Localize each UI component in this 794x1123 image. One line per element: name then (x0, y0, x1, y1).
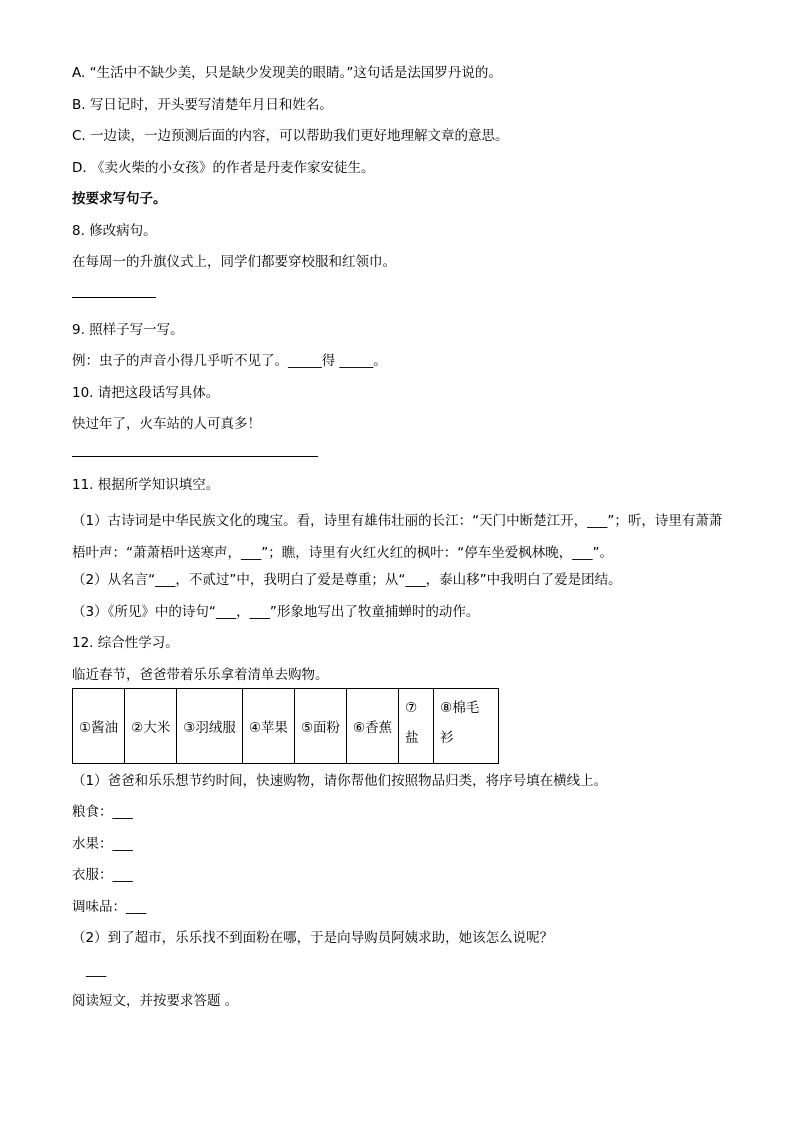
q11-part3: （3）《所见》中的诗句“___，___”形象地写出了牧童捕蝉时的动作。 (72, 603, 480, 620)
q8-label: 8. 修改病句。 (72, 222, 157, 239)
category-seasoning: 调味品：___ (72, 898, 147, 915)
q11-part2: （2）从名言“___，不贰过”中，我明白了爱是尊重；从“___，泰山移”中我明白了爱是团结。 (72, 572, 622, 588)
q10-label: 10. 请把这段话写具体。 (72, 384, 220, 401)
category-grain: 粮食：___ (72, 804, 133, 820)
shopping-item: ②大米 (125, 688, 177, 763)
q12-part2: （2）到了超市，乐乐找不到面粉在哪，于是向导购员阿姨求助，她该怎么说呢？ (72, 930, 554, 946)
shopping-item: ⑥香蕉 (347, 688, 399, 763)
exam-page (72, 62, 724, 1022)
q12-label: 12. 综合性学习。 (72, 635, 179, 651)
q9-label: 9. 照样子写一写。 (72, 321, 184, 338)
q8-answer-line[interactable] (72, 297, 156, 298)
shopping-item: ⑦盐 (399, 688, 434, 763)
shopping-item: ⑧棉毛衫 (434, 688, 499, 763)
shopping-item: ③羽绒服 (177, 688, 243, 763)
q8-sentence: 在每周一的升旗仪式上，同学们都要穿校服和红领巾。 (72, 254, 396, 270)
section-title: 按要求写句子。 (72, 191, 167, 207)
q10-sentence: 快过年了，火车站的人可真多！ (72, 416, 261, 432)
shopping-item: ⑤面粉 (294, 688, 346, 763)
category-clothing: 衣服：___ (72, 867, 133, 883)
q12-intro: 临近春节，爸爸带着乐乐拿着清单去购物。 (72, 666, 329, 683)
category-fruit: 水果：___ (72, 835, 133, 852)
shopping-list-row (73, 688, 499, 763)
option-d: D. 《卖火柴的小女孩》的作者是丹麦作家安徒生。 (72, 159, 375, 176)
q10-answer-line[interactable] (72, 456, 318, 457)
reading-instruction: 阅读短文，并按要求答题 。 (72, 993, 239, 1009)
option-c: C. 一边读，一边预测后面的内容，可以帮助我们更好地理解文章的意思。 (72, 128, 509, 144)
option-b: B. 写日记时，开头要写清楚年月日和姓名。 (72, 96, 333, 113)
q12-part1: （1）爸爸和乐乐想节约时间，快速购物，请你帮他们按照物品归类，将序号填在横线上。 (72, 772, 608, 789)
option-a: A. “生活中不缺少美，只是缺少发现美的眼睛。”这句话是法国罗丹说的。 (72, 65, 502, 81)
q11-part1: （1）古诗词是中华民族文化的瑰宝。看，诗里有雄伟壮丽的长江：“天门中断楚江开，___”；听，诗里有萧萧梧叶声：“萧萧梧叶送寒声，___”；瞧，诗里有火红火红的枫叶：“停车坐爱枫林晚，___”。 (72, 513, 723, 561)
shopping-item: ①酱油 (73, 688, 125, 763)
q12-answer-blank[interactable]: ___ (86, 961, 107, 978)
q11-label: 11. 根据所学知识填空。 (72, 476, 220, 493)
shopping-list-table (72, 688, 499, 764)
shopping-item: ④苹果 (242, 688, 294, 763)
q9-example: 例：虫子的声音小得几乎听不见了。_____得 _____。 (72, 353, 387, 369)
